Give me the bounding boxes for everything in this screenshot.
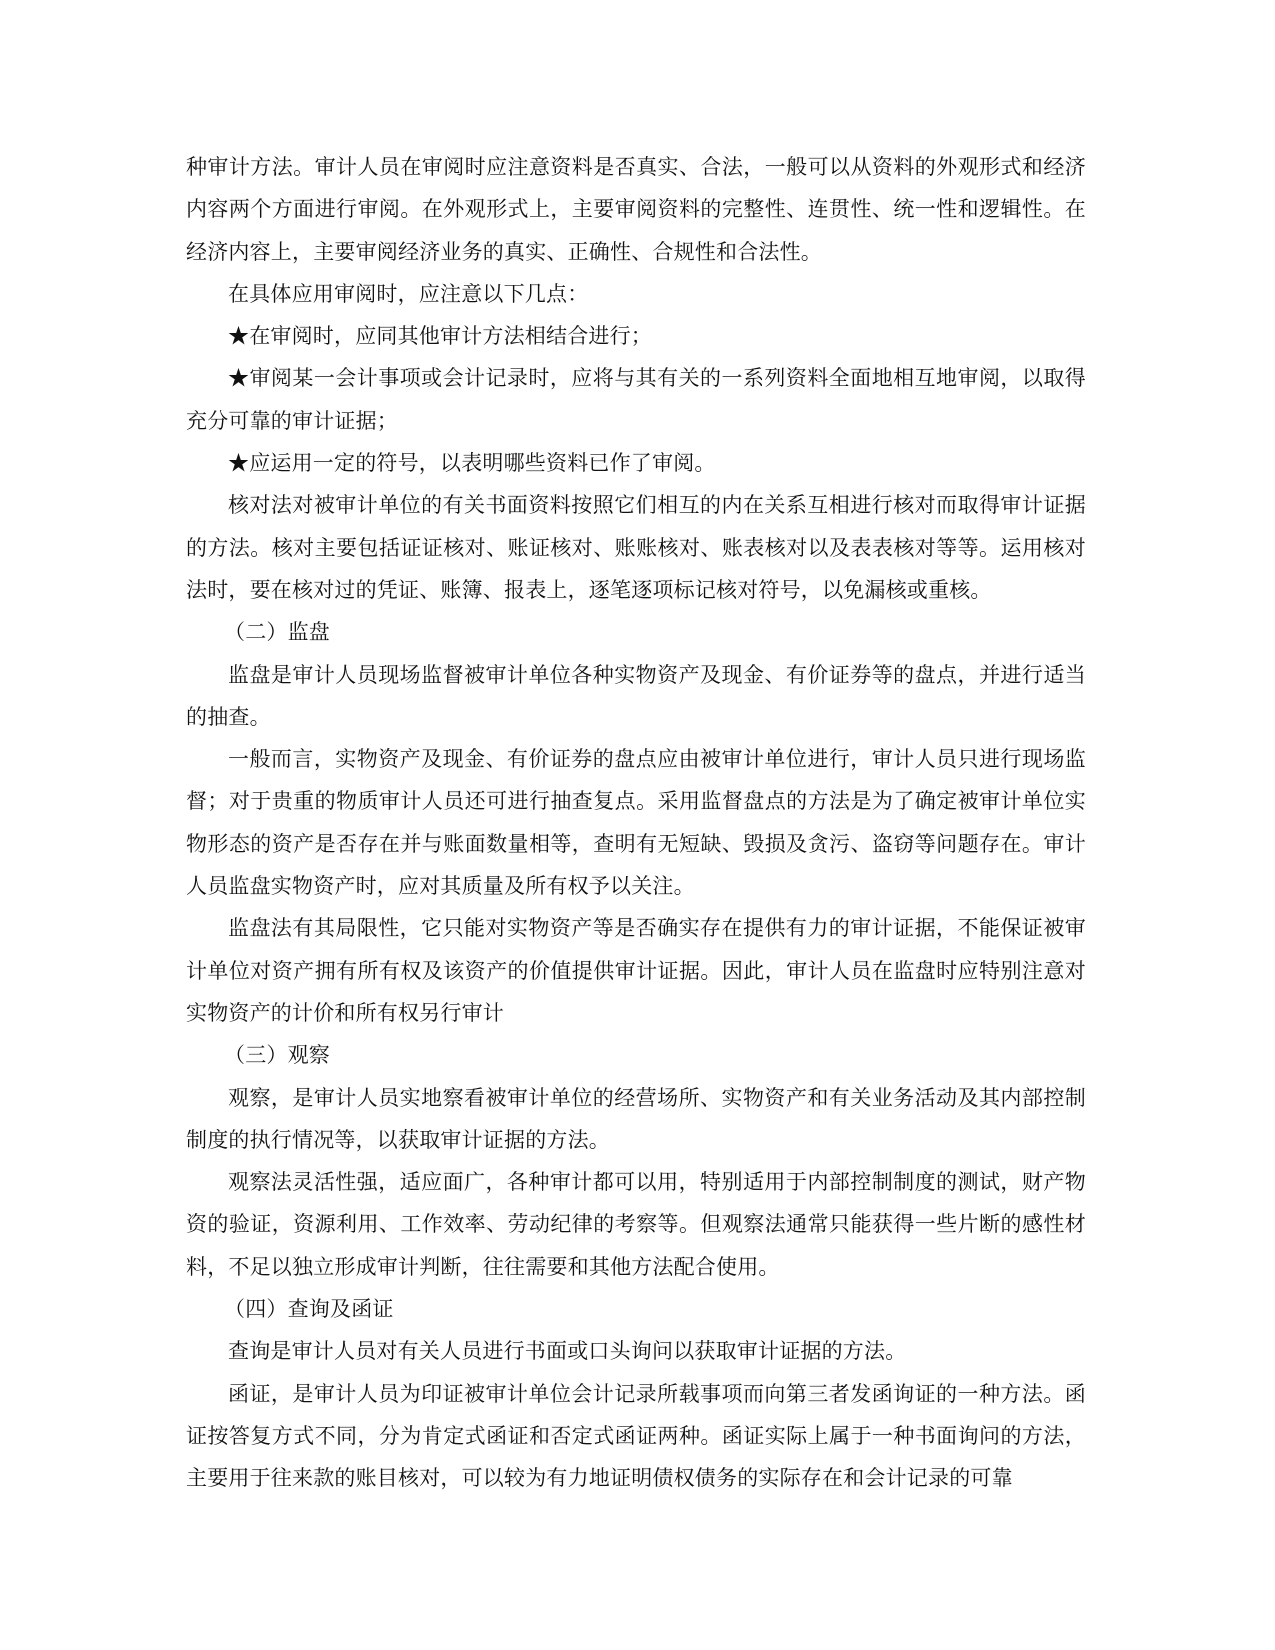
paragraph-continued-review-method: 种审计方法。审计人员在审阅时应注意资料是否真实、合法，一般可以从资料的外观形式和经济内容两个方面进行审阅。在外观形式上，主要审阅资料的完整性、连贯性、统一性和逻辑性。在经济内容上，主要审阅经济业务的真实、正确性、合规性和合法性。 xyxy=(186,155,1086,264)
paragraph-confirmation-definition: 函证，是审计人员为印证被审计单位会计记录所载事项而向第三者发函询证的一种方法。函证按答复方式不同，分为肯定式函证和否定式函证两种。函证实际上属于一种书面询问的方法，主要用于往来款的账目核对，可以较为有力地证明债权债务的实际存在和会计记录的可靠 xyxy=(186,1381,1086,1491)
bullet-use-symbols: ★应运用一定的符号，以表明哪些资料已作了审阅。 xyxy=(228,451,716,476)
bullet-review-related-materials: ★审阅某一会计事项或会计记录时，应将与其有关的一系列资料全面地相互地审阅，以取得充分可靠的审计证据； xyxy=(186,366,1086,433)
section-heading-observation: （三）观察 xyxy=(224,1043,330,1068)
section-heading-inquiry-confirmation: （四）查询及函证 xyxy=(224,1297,394,1322)
paragraph-inventory-observation-definition: 监盘是审计人员现场监督被审计单位各种实物资产及现金、有价证券等的盘点，并进行适当的抽查。 xyxy=(186,662,1086,729)
paragraph-observation-definition: 观察，是审计人员实地察看被审计单位的经营场所、实物资产和有关业务活动及其内部控制制度的执行情况等，以获取审计证据的方法。 xyxy=(186,1085,1086,1152)
paragraph-verification-method: 核对法对被审计单位的有关书面资料按照它们相互的内在关系互相进行核对而取得审计证据的方法。核对主要包括证证核对、账证核对、账账核对、账表核对以及表表核对等等。运用核对法时，要在核对过的凭证、账簿、报表上，逐笔逐项标记核对符号，以免漏核或重核。 xyxy=(186,493,1086,602)
section-heading-inventory-observation: （二）监盘 xyxy=(224,620,330,645)
paragraph-observation-characteristics: 观察法灵活性强，适应面广，各种审计都可以用，特别适用于内部控制制度的测试，财产物资的验证，资源利用、工作效率、劳动纪律的考察等。但观察法通常只能获得一些片断的感性材料，不足以独立形成审计判断，往往需要和其他方法配合使用。 xyxy=(186,1170,1086,1279)
document-body xyxy=(186,146,1086,1500)
paragraph-inventory-observation-limits: 监盘法有其局限性，它只能对实物资产等是否确实存在提供有力的审计证据，不能保证被审计单位对资产拥有所有权及该资产的价值提供审计证据。因此，审计人员在监盘时应特别注意对实物资产的计价和所有权另行审计 xyxy=(186,916,1086,1025)
bullet-combine-methods: ★在审阅时，应同其他审计方法相结合进行； xyxy=(228,324,652,349)
paragraph-review-notes-intro: 在具体应用审阅时，应注意以下几点： xyxy=(228,281,589,306)
paragraph-inventory-observation-detail: 一般而言，实物资产及现金、有价证券的盘点应由被审计单位进行，审计人员只进行现场监督；对于贵重的物质审计人员还可进行抽查复点。采用监督盘点的方法是为了确定被审计单位实物形态的资产是否存在并与账面数量相等，查明有无短缺、毁损及贪污、盗窃等问题存在。审计人员监盘实物资产时，应对其质量及所有权予以关注。 xyxy=(186,747,1086,899)
paragraph-inquiry-definition: 查询是审计人员对有关人员进行书面或口头询问以获取审计证据的方法。 xyxy=(228,1339,907,1364)
